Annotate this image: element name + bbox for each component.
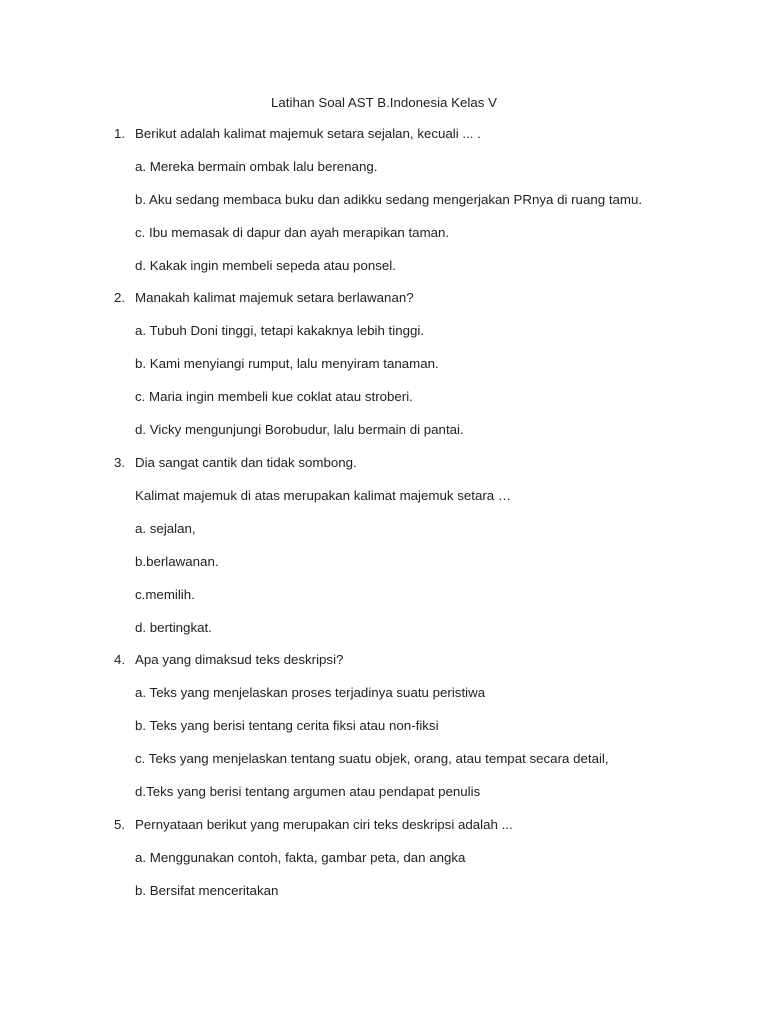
question-3-option-a: a. sejalan, bbox=[135, 521, 196, 536]
question-4-option-d: d.Teks yang berisi tentang argumen atau pendapat penulis bbox=[135, 784, 481, 799]
question-2-option-a: a. Tubuh Doni tinggi, tetapi kakaknya lebih tinggi. bbox=[135, 323, 425, 338]
question-1-option-b: b. Aku sedang membaca buku dan adikku sedang mengerjakan PRnya di ruang tamu. bbox=[135, 192, 643, 207]
question-4-option-b: b. Teks yang berisi tentang cerita fiksi atau non-fiksi bbox=[135, 718, 439, 733]
question-2-option-b: b. Kami menyiangi rumput, lalu menyiram tanaman. bbox=[135, 356, 439, 371]
question-number-4: 4. bbox=[114, 652, 126, 667]
question-4-option-c: c. Teks yang menjelaskan tentang suatu objek, orang, atau tempat secara detail, bbox=[135, 751, 609, 766]
question-2-option-d: d. Vicky mengunjungi Borobudur, lalu bermain di pantai. bbox=[135, 422, 464, 437]
question-3-subtext: Kalimat majemuk di atas merupakan kalimat majemuk setara … bbox=[135, 488, 512, 503]
question-1-option-a: a. Mereka bermain ombak lalu berenang. bbox=[135, 159, 378, 174]
question-number-2: 2. bbox=[114, 290, 126, 305]
question-4-option-a: a. Teks yang menjelaskan proses terjadinya suatu peristiwa bbox=[135, 685, 486, 700]
question-2-option-c: c. Maria ingin membeli kue coklat atau stroberi. bbox=[135, 389, 413, 404]
question-1-text: Berikut adalah kalimat majemuk setara sejalan, kecuali ... . bbox=[135, 126, 481, 141]
question-3-option-b: b.berlawanan. bbox=[135, 554, 219, 569]
question-number-5: 5. bbox=[114, 817, 126, 832]
question-1-option-c: c. Ibu memasak di dapur dan ayah merapikan taman. bbox=[135, 225, 450, 240]
question-3-option-d: d. bertingkat. bbox=[135, 620, 212, 635]
document-title: Latihan Soal AST B.Indonesia Kelas V bbox=[271, 95, 497, 110]
question-3-option-c: c.memilih. bbox=[135, 587, 195, 602]
question-number-1: 1. bbox=[114, 126, 126, 141]
question-number-3: 3. bbox=[114, 455, 126, 470]
question-5-option-b: b. Bersifat menceritakan bbox=[135, 883, 279, 898]
question-5-text: Pernyataan berikut yang merupakan ciri teks deskripsi adalah ... bbox=[135, 817, 513, 832]
question-5-option-a: a. Menggunakan contoh, fakta, gambar peta, dan angka bbox=[135, 850, 466, 865]
question-3-text: Dia sangat cantik dan tidak sombong. bbox=[135, 455, 357, 470]
question-2-text: Manakah kalimat majemuk setara berlawanan? bbox=[135, 290, 414, 305]
question-1-option-d: d. Kakak ingin membeli sepeda atau ponsel. bbox=[135, 258, 396, 273]
question-4-text: Apa yang dimaksud teks deskripsi? bbox=[135, 652, 344, 667]
